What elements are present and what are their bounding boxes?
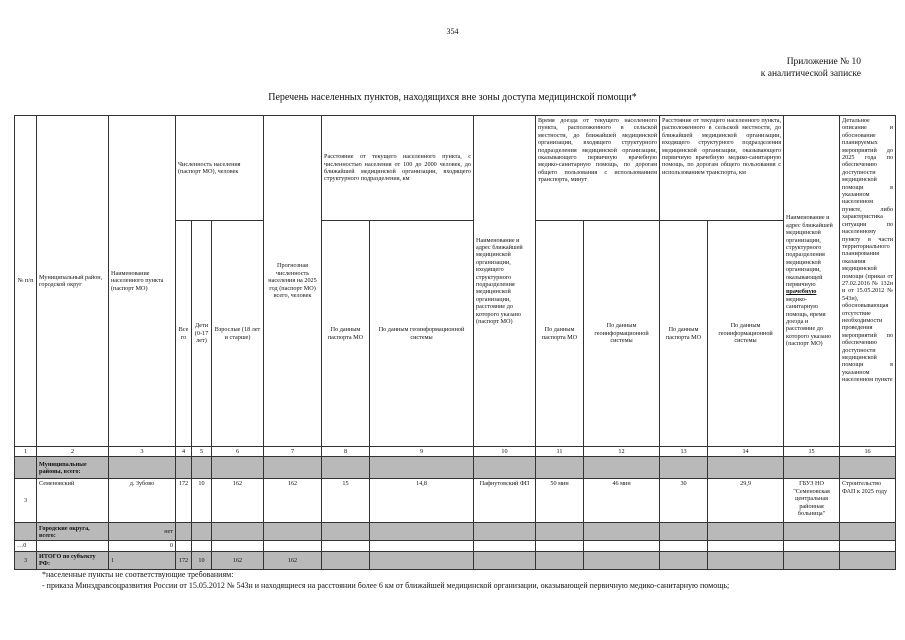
footnotes	[42, 570, 882, 591]
cell-time-gis: 46 мин	[584, 479, 660, 523]
section-label-municipal: Муниципальные районы, всего:	[37, 457, 109, 479]
header-col-13: По данным паспорта МО	[660, 221, 708, 447]
col-number: 12	[584, 447, 660, 457]
total-adults: 162	[212, 551, 264, 569]
section-label-city: Городские округа, всего:	[37, 523, 109, 541]
col-number: 4	[176, 447, 192, 457]
cell-dist-passport: 15	[322, 479, 370, 523]
page-number: 354	[446, 27, 459, 36]
col-number: 8	[322, 447, 370, 457]
cell-value: 0	[109, 541, 176, 551]
total-children: 10	[192, 551, 212, 569]
header-col-5: Дети (0-17 лет)	[192, 221, 212, 447]
section-value-city: нет	[109, 523, 176, 541]
empty-row	[15, 541, 896, 551]
cell-time-passport: 50 мин	[536, 479, 584, 523]
cell-plan: Строительство ФАП к 2025 году	[840, 479, 896, 523]
col-number: 5	[192, 447, 212, 457]
appendix-line-1: Приложение № 10	[786, 57, 861, 67]
header-col-16: Детальное описание и обоснование планируемых мероприятий до 2025 года по обеспечению доступности медицинской помощи в указанном населенном пункте, либо характеристика ситуации по населенному пункту в части территориального планирования оказания медицинской помощи (приказ от 27.02.2016 № 132н и от 15.05.2012 № 543н), обосновывающая отсутствие необходимости проведения мероприятий по обеспечению доступности медицинской помощи в указанном населенном пункте	[840, 116, 896, 447]
header-population: Численность населения (паспорт МО), человек	[176, 116, 264, 221]
cell-organization: ГБУЗ НО "Семеновская центральная районная больница"	[784, 479, 840, 523]
cell-dist2-passport: 30	[660, 479, 708, 523]
col-number: 15	[784, 447, 840, 457]
total-row	[15, 551, 896, 569]
header-col-3: Наименование населенного пункта (паспорт МО)	[109, 116, 176, 447]
header-col-9: По данным геоинформационной системы	[370, 221, 474, 447]
settlements-table	[14, 115, 896, 570]
cell-children: 10	[192, 479, 212, 523]
header-col-4: Все го	[176, 221, 192, 447]
header-distance: Расстояние от текущего населенного пункта, с численностью населения от 100 до 2000 человек, до ближайшей медицинской организации, входящего структурного подразделения, км	[322, 116, 474, 221]
footnote-2: - приказа Минздравсоцразвития России от 15.05.2012 № 543н и находящиеся на расстоянии более 6 км от ближайшей медицинской организации, оказывающей первичную медико-санитарную помощь;	[42, 580, 730, 590]
header-col-12: По данным геоинформационной системы	[584, 221, 660, 447]
col-number: 13	[660, 447, 708, 457]
header-col-15-c: медико-санитарную помощь, время доезда и расстояние до которого указано (паспорт МО)	[786, 295, 832, 348]
cell-nearest-mo: Пафнутовский ФП	[474, 479, 536, 523]
header-col-7: Прогнозная численность населения на 2025 год (паспорт МО) всего, человек	[264, 116, 322, 447]
total-col3: 1	[109, 551, 176, 569]
cell-n: …0	[15, 541, 37, 551]
cell-dist2-gis: 29,9	[708, 479, 784, 523]
col-number: 16	[840, 447, 896, 457]
col-number: 9	[370, 447, 474, 457]
header-col-10: Наименование и адрес ближайшей медицинской организации, входящего структурного подразделения медицинской организации, расстояние до которого указано (паспорт МО)	[474, 116, 536, 447]
cell-dist-gis: 14,8	[370, 479, 474, 523]
section-row-city	[15, 523, 896, 541]
header-col-6: Взрослые (18 лет и старше)	[212, 221, 264, 447]
header-distance-2: Расстояние от текущего населенного пункта, расположенного в сельской местности, до ближайшей медицинской организации, входящего структурного подразделения медицинской организации, оказывающего первичную врачебную медико-санитарную помощь, по дорогам общего пользования с использованием транспорта, км	[660, 116, 784, 221]
cell-district: Семеновский	[37, 479, 109, 523]
header-col-15-b: врачебную	[786, 288, 817, 296]
footnote-1: *населенные пункты не соответствующие требованиям:	[42, 570, 234, 579]
header-col-11: По данным паспорта МО	[536, 221, 584, 447]
cell-total: 172	[176, 479, 192, 523]
header-travel-time: Время доезда от текущего населенного пункта, расположенного в сельской местности, до ближайшей медицинской организации, входящего структурного подразделения медицинской организации, оказывающего первичную врачебную медико-санитарную помощь, по дорогам общего пользования с использованием транспорта, минут	[536, 116, 660, 221]
col-number: 6	[212, 447, 264, 457]
col-number: 7	[264, 447, 322, 457]
total-total: 172	[176, 551, 192, 569]
cell-n: 3	[15, 479, 37, 523]
cell-settlement: д. Зубово	[109, 479, 176, 523]
col-number: 1	[15, 447, 37, 457]
section-row-municipal	[15, 457, 896, 479]
header-col-14: По данным геоинформационной системы	[708, 221, 784, 447]
cell-forecast: 162	[264, 479, 322, 523]
header-col-1: № п/п	[15, 116, 37, 447]
total-forecast: 162	[264, 551, 322, 569]
cell-adults: 162	[212, 479, 264, 523]
col-number: 14	[708, 447, 784, 457]
total-n: 3	[15, 551, 37, 569]
col-number: 10	[474, 447, 536, 457]
column-numbers-row	[15, 447, 896, 457]
header-col-15-a: Наименование и адрес ближайшей медицинской организации, структурного подразделения медицинской организации, оказывающей первичную	[786, 214, 833, 288]
total-label: ИТОГО по субъекту РФ:	[37, 551, 109, 569]
header-col-15	[784, 116, 840, 447]
header-col-8: По данным паспорта МО	[322, 221, 370, 447]
table-row	[15, 479, 896, 523]
document-title: Перечень населенных пунктов, находящихся вне зоны доступа медицинской помощи*	[268, 92, 637, 103]
appendix-line-2: к аналитической записке	[760, 69, 861, 79]
col-number: 2	[37, 447, 109, 457]
header-col-2: Муниципальный район, городской округ	[37, 116, 109, 447]
appendix-header	[761, 56, 861, 80]
col-number: 3	[109, 447, 176, 457]
col-number: 11	[536, 447, 584, 457]
